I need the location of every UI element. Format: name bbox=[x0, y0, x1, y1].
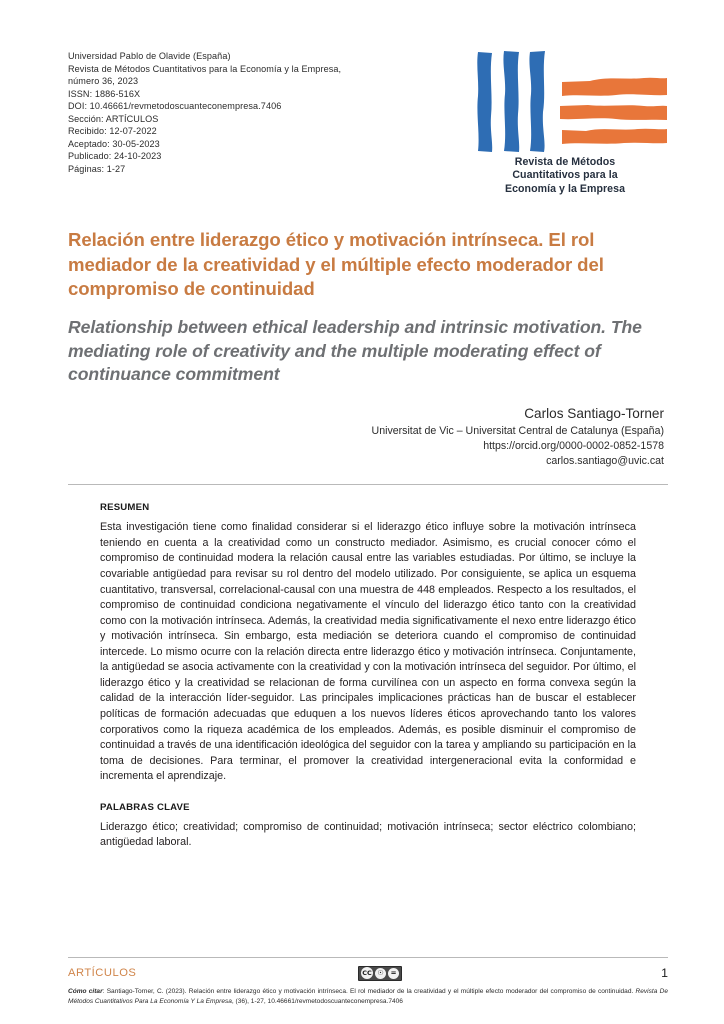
author-block bbox=[0, 405, 724, 470]
cc-nd-icon: = bbox=[388, 968, 399, 979]
how-to-cite bbox=[68, 987, 668, 1008]
page-footer bbox=[0, 957, 724, 1008]
logo-wordmark-line-2: Cuantitativos para la bbox=[512, 169, 618, 182]
abstract-section bbox=[0, 502, 724, 784]
page-subtitle-english: Relationship between ethical leadership and intrinsic motivation. The mediating role of creativity and the multiple moderating effect of continuance commitment bbox=[68, 317, 642, 385]
page-title: Relación entre liderazgo ético y motivación intrínseca. El rol mediador de la creatividad y el múltiple efecto moderador del compromiso de continuidad bbox=[68, 229, 604, 300]
abstract-heading: RESUMEN bbox=[100, 502, 150, 514]
meta-line-issue: número 36, 2023 bbox=[68, 76, 139, 87]
author-affiliation: Universitat de Vic – Universitat Central de Catalunya (España) bbox=[371, 424, 664, 437]
keywords-section bbox=[0, 802, 724, 851]
meta-line-pages: Páginas: 1-27 bbox=[68, 163, 126, 174]
logo-wordmark-line-3: Economía y la Empresa bbox=[504, 182, 626, 195]
logo-svg bbox=[462, 50, 668, 154]
meta-line-issn: ISSN: 1886-516X bbox=[68, 88, 141, 99]
keywords-heading: PALABRAS CLAVE bbox=[100, 801, 190, 813]
how-to-cite-journal: Revista De Métodos Cuantitativos Para La Economía Y La Empresa bbox=[68, 987, 668, 1006]
how-to-cite-part1: : Santiago-Torner, C. (2023). Relación entre liderazgo ético y motivación intrínseca. El rol mediador de la creatividad y el múltiple efecto moderador del compromiso de continuidad. bbox=[102, 987, 636, 995]
journal-logo bbox=[462, 50, 668, 196]
meta-line-accepted: Aceptado: 30-05-2023 bbox=[68, 138, 160, 149]
cc-logo-icon: CC bbox=[361, 967, 373, 979]
creative-commons-badge[interactable] bbox=[358, 966, 402, 981]
masthead bbox=[0, 0, 724, 196]
how-to-cite-part2: , (36), 1-27, 10.46661/revmetodoscuanteconempresa.7406 bbox=[231, 998, 403, 1006]
keywords-text: Liderazgo ético; creatividad; compromiso de continuidad; motivación intrínseca; sector eléctrico colombiano; antigüedad laboral. bbox=[100, 820, 636, 849]
logo-orange-bars bbox=[560, 78, 667, 144]
author-orcid-link[interactable]: https://orcid.org/0000-0002-0852-1578 bbox=[483, 439, 664, 452]
header-divider bbox=[68, 484, 668, 485]
meta-line-journal: Revista de Métodos Cuantitativos para la Economía y la Empresa, bbox=[68, 63, 342, 74]
footer-divider bbox=[68, 957, 668, 958]
journal-metadata-block bbox=[68, 50, 341, 175]
page-number: 1 bbox=[661, 966, 668, 981]
meta-line-section: Sección: ARTÍCULOS bbox=[68, 113, 159, 124]
meta-line-published: Publicado: 24-10-2023 bbox=[68, 151, 162, 162]
author-name: Carlos Santiago-Torner bbox=[524, 405, 664, 421]
meta-line-received: Recibido: 12-07-2022 bbox=[68, 126, 157, 137]
author-email-link[interactable]: carlos.santiago@uvic.cat bbox=[546, 455, 664, 468]
title-block bbox=[0, 228, 724, 387]
cc-by-icon: ☉ bbox=[375, 968, 386, 979]
logo-wordmark-line-1: Revista de Métodos bbox=[514, 156, 616, 168]
abstract-text: Esta investigación tiene como finalidad considerar si el liderazgo ético influye sobre la motivación intrínseca teniendo en cuenta a la creatividad como un constructo mediador. Asimismo, es crucial conocer cómo el compromiso de continuidad modera la relación causal entre las variables estudiadas. Por último, se incluye la covariable antigüedad para revisar su rol dentro del modelo utilizado. Por consiguiente, se aplica un esquema cuantitativo, transversal, correlacional-causal con una muestra de 448 empleados. Respecto a los resultados, el compromiso de continuidad condiciona negativamente el vínculo del liderazgo ético tanto con la creatividad como con la motivación intrínseca. Además, la creatividad media significativamente el nexo entre liderazgo ético y motivación intrínseca. Sin embargo, esta mediación se deteriora cuando el compromiso de continuidad intercede. Lo mismo ocurre con la relación directa entre liderazgo ético y motivación intrínseca. Conjuntamente, la antigüedad se asocia activamente con la creatividad y con la motivación intrínseca del seguidor. Por último, el liderazgo ético y la creatividad se relacionan de forma curvilínea con un aspecto en forma convexa según la calidad de la interacción líder-seguidor. Las principales implicaciones prácticas han de buscar el establecer políticas de formación adecuadas que eduquen a los nuevos líderes éticos aprovechando tanto los valores corporativos como la riqueza académica de los empleados. Además, es posible disminuir el compromiso de continuidad a través de una identificación ideológica del seguidor con la tarea y ampliando su participación en la toma de decisiones. Para terminar, el promover la creatividad intergeneracional evita la conformidad e incrementa el aprendizaje. bbox=[100, 521, 636, 783]
footer-section-label: ARTÍCULOS bbox=[68, 967, 137, 980]
footer-row bbox=[68, 966, 668, 981]
logo-marks bbox=[462, 50, 668, 154]
logo-wordmark bbox=[462, 156, 668, 196]
meta-line-publisher: Universidad Pablo de Olavide (España) bbox=[68, 51, 231, 61]
how-to-cite-label: Cómo citar bbox=[68, 987, 103, 995]
logo-blue-bars bbox=[477, 51, 545, 152]
meta-line-doi: DOI: 10.46661/revmetodoscuanteconempresa.7406 bbox=[68, 101, 282, 112]
